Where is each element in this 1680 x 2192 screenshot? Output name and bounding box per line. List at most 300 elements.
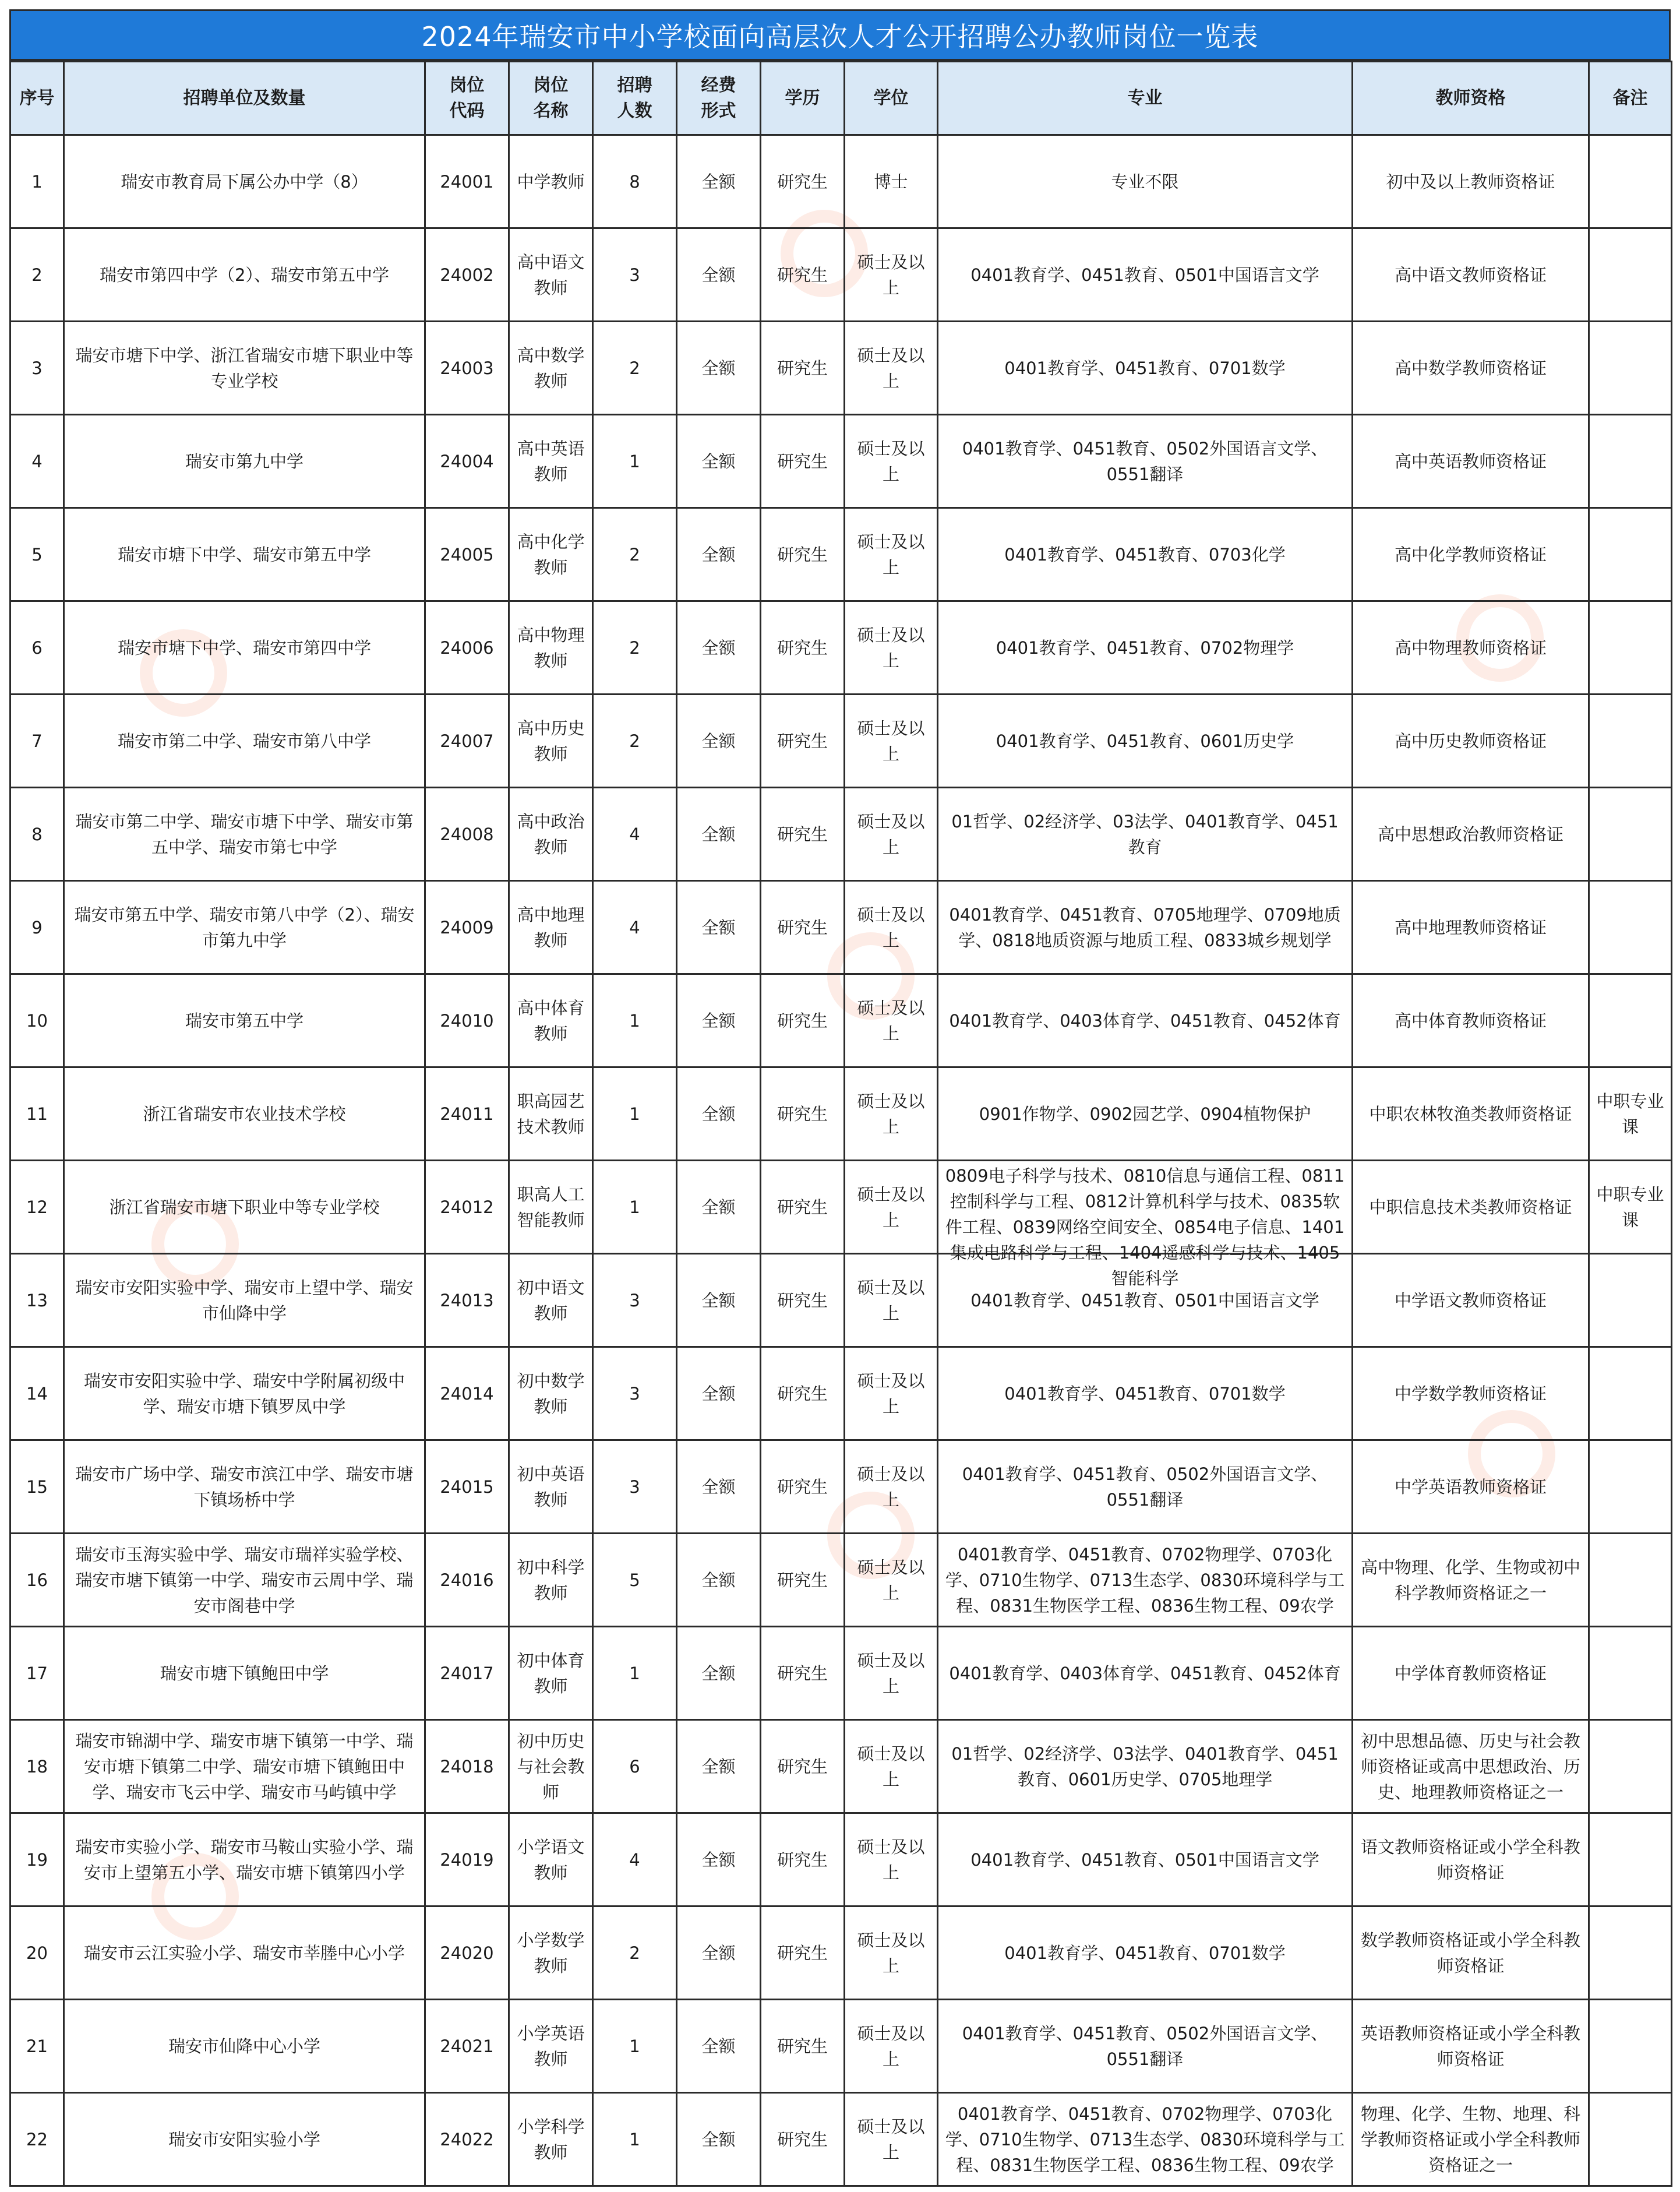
cell-unit bbox=[64, 881, 425, 974]
cell-name-text: 高中化学教师 bbox=[517, 531, 585, 577]
cell-unit bbox=[64, 228, 425, 322]
cell-unit-text: 浙江省瑞安市塘下职业中等专业学校 bbox=[109, 1197, 380, 1217]
cell-degree-text: 硕士及以上 bbox=[857, 1277, 925, 1323]
cell-funding bbox=[677, 881, 761, 974]
cell-funding bbox=[677, 601, 761, 695]
cell-unit bbox=[64, 1534, 425, 1627]
cell-code bbox=[425, 601, 509, 695]
cell-seq-text: 19 bbox=[26, 1849, 48, 1870]
cell-major-text: 0401教育学、0451教育、0501中国语言文学 bbox=[970, 1849, 1319, 1870]
cell-seq-text: 12 bbox=[26, 1197, 48, 1217]
cell-code bbox=[425, 695, 509, 788]
cell-funding-text: 全额 bbox=[701, 265, 736, 285]
cell-degree bbox=[845, 1906, 938, 2000]
cell-seq bbox=[10, 415, 64, 508]
cell-unit-text: 瑞安市安阳实验中学、瑞安市上望中学、瑞安市仙降中学 bbox=[75, 1277, 414, 1323]
cell-count-text: 4 bbox=[629, 1849, 640, 1870]
cell-cert bbox=[1353, 1161, 1589, 1254]
cell-major-text: 0401教育学、0451教育、0702物理学 bbox=[996, 637, 1294, 658]
cell-name bbox=[509, 322, 593, 415]
cell-count-text: 1 bbox=[629, 2129, 640, 2149]
col-header-major: 专业 bbox=[938, 62, 1353, 135]
page-title: 2024年瑞安市中小学校面向高层次人才公开招聘公办教师岗位一览表 bbox=[9, 9, 1671, 61]
cell-degree-text: 硕士及以上 bbox=[857, 252, 925, 298]
cell-cert bbox=[1353, 1254, 1589, 1347]
cell-count bbox=[593, 2000, 677, 2093]
cell-unit bbox=[64, 1627, 425, 1720]
cell-cert bbox=[1353, 135, 1589, 228]
cell-name bbox=[509, 788, 593, 881]
cell-unit-text: 瑞安市教育局下属公办中学（8） bbox=[121, 171, 368, 192]
cell-funding bbox=[677, 1067, 761, 1161]
cell-cert-text: 高中体育教师资格证 bbox=[1394, 1010, 1547, 1031]
cell-seq bbox=[10, 1906, 64, 2000]
cell-major-text: 0401教育学、0403体育学、0451教育、0452体育 bbox=[949, 1010, 1341, 1031]
cell-code-text: 24018 bbox=[440, 1756, 494, 1777]
cell-major-text: 专业不限 bbox=[1111, 171, 1179, 192]
cell-unit bbox=[64, 1440, 425, 1534]
cell-funding-text: 全额 bbox=[701, 917, 736, 938]
cell-cert bbox=[1353, 1534, 1589, 1627]
cell-edu-text: 研究生 bbox=[777, 1476, 828, 1497]
cell-major bbox=[938, 1347, 1353, 1440]
cell-major bbox=[938, 1906, 1353, 2000]
cell-seq-text: 8 bbox=[31, 824, 43, 844]
cell-name-text: 初中科学教师 bbox=[517, 1557, 585, 1603]
cell-degree bbox=[845, 322, 938, 415]
cell-edu-text: 研究生 bbox=[777, 731, 828, 751]
cell-seq bbox=[10, 1347, 64, 1440]
cell-cert bbox=[1353, 881, 1589, 974]
cell-count-text: 4 bbox=[629, 917, 640, 938]
cell-major-text: 0401教育学、0451教育、0705地理学、0709地质学、0818地质资源与地质工程、0833城乡规划学 bbox=[949, 904, 1341, 950]
cell-name-text: 高中政治教师 bbox=[517, 811, 585, 857]
cell-edu bbox=[761, 1906, 845, 2000]
cell-funding-text: 全额 bbox=[701, 1197, 736, 1217]
cell-code-text: 24022 bbox=[440, 2129, 494, 2149]
cell-degree-text: 硕士及以上 bbox=[857, 1091, 925, 1137]
cell-count bbox=[593, 508, 677, 601]
cell-note bbox=[1589, 1067, 1672, 1161]
positions-table bbox=[9, 61, 1672, 2187]
cell-seq bbox=[10, 135, 64, 228]
cell-unit bbox=[64, 695, 425, 788]
cell-edu-text: 研究生 bbox=[777, 544, 828, 565]
cell-cert-text: 中学数学教师资格证 bbox=[1394, 1383, 1547, 1404]
cell-degree bbox=[845, 2000, 938, 2093]
cell-count bbox=[593, 1813, 677, 1906]
cell-name bbox=[509, 695, 593, 788]
cell-seq-text: 22 bbox=[26, 2129, 48, 2149]
cell-degree bbox=[845, 1440, 938, 1534]
cell-code-text: 24019 bbox=[440, 1849, 494, 1870]
cell-name-text: 职高园艺技术教师 bbox=[517, 1091, 585, 1137]
table-row bbox=[10, 1813, 1672, 1906]
cell-name-text: 初中数学教师 bbox=[517, 1370, 585, 1416]
cell-funding bbox=[677, 2093, 761, 2186]
cell-code bbox=[425, 1254, 509, 1347]
cell-degree-text: 硕士及以上 bbox=[857, 2023, 925, 2069]
cell-funding-text: 全额 bbox=[701, 544, 736, 565]
cell-seq bbox=[10, 788, 64, 881]
cell-degree-text: 硕士及以上 bbox=[857, 904, 925, 950]
cell-edu-text: 研究生 bbox=[777, 2036, 828, 2056]
cell-count bbox=[593, 2093, 677, 2186]
cell-code-text: 24009 bbox=[440, 917, 494, 938]
cell-funding bbox=[677, 1627, 761, 1720]
cell-degree bbox=[845, 135, 938, 228]
cell-cert bbox=[1353, 1720, 1589, 1813]
cell-count-text: 1 bbox=[629, 1197, 640, 1217]
cell-seq-text: 3 bbox=[31, 358, 43, 378]
table-row bbox=[10, 1534, 1672, 1627]
cell-funding-text: 全额 bbox=[701, 171, 736, 192]
cell-code bbox=[425, 1627, 509, 1720]
cell-cert bbox=[1353, 1347, 1589, 1440]
cell-count bbox=[593, 228, 677, 322]
cell-seq-text: 10 bbox=[26, 1010, 48, 1031]
cell-seq-text: 5 bbox=[31, 544, 43, 565]
cell-cert bbox=[1353, 1813, 1589, 1906]
cell-seq bbox=[10, 1067, 64, 1161]
cell-code bbox=[425, 1534, 509, 1627]
cell-unit-text: 瑞安市安阳实验中学、瑞安中学附属初级中学、瑞安市塘下镇罗凤中学 bbox=[83, 1370, 405, 1416]
cell-seq-text: 2 bbox=[31, 265, 43, 285]
cell-major bbox=[938, 2000, 1353, 2093]
cell-degree-text: 硕士及以上 bbox=[857, 438, 925, 484]
cell-major-text: 0401教育学、0451教育、0701数学 bbox=[1004, 358, 1286, 378]
cell-name bbox=[509, 1813, 593, 1906]
cell-funding bbox=[677, 1440, 761, 1534]
cell-seq-text: 20 bbox=[26, 1943, 48, 1963]
cell-cert-text: 中学语文教师资格证 bbox=[1394, 1290, 1547, 1310]
cell-funding-text: 全额 bbox=[701, 2036, 736, 2056]
table-row bbox=[10, 695, 1672, 788]
cell-funding-text: 全额 bbox=[701, 1104, 736, 1124]
cell-degree-text: 硕士及以上 bbox=[857, 1930, 925, 1976]
cell-count bbox=[593, 1720, 677, 1813]
cell-major-text: 0401教育学、0451教育、0703化学 bbox=[1004, 544, 1286, 565]
cell-funding-text: 全额 bbox=[701, 1756, 736, 1777]
cell-major bbox=[938, 881, 1353, 974]
cell-degree bbox=[845, 881, 938, 974]
cell-funding bbox=[677, 228, 761, 322]
cell-note bbox=[1589, 1720, 1672, 1813]
cell-name-text: 初中历史与社会教师 bbox=[517, 1731, 585, 1802]
cell-name bbox=[509, 1254, 593, 1347]
cell-count bbox=[593, 601, 677, 695]
cell-count-text: 3 bbox=[629, 265, 640, 285]
cell-name-text: 高中历史教师 bbox=[517, 718, 585, 764]
cell-unit-text: 浙江省瑞安市农业技术学校 bbox=[143, 1104, 346, 1124]
cell-code-text: 24002 bbox=[440, 265, 494, 285]
recruitment-sheet bbox=[9, 9, 1671, 2187]
cell-note bbox=[1589, 2093, 1672, 2186]
cell-funding-text: 全额 bbox=[701, 1663, 736, 1683]
col-header-degree: 学位 bbox=[845, 62, 938, 135]
cell-name bbox=[509, 2000, 593, 2093]
cell-major-text: 0809电子科学与技术、0810信息与通信工程、0811控制科学与工程、0812计算机科学与技术、0835软件工程、0839网络空间安全、0854电子信息、1401集成电路科学与工程、1404遥感科学与技术、1405智能科学 bbox=[945, 1165, 1345, 1288]
table-row bbox=[10, 1440, 1672, 1534]
table-row bbox=[10, 1067, 1672, 1161]
cell-cert-text: 中职农林牧渔类教师资格证 bbox=[1369, 1104, 1572, 1124]
cell-code bbox=[425, 508, 509, 601]
cell-unit-text: 瑞安市第二中学、瑞安市第八中学 bbox=[117, 731, 371, 751]
cell-degree-text: 硕士及以上 bbox=[857, 1184, 925, 1230]
cell-funding bbox=[677, 1534, 761, 1627]
cell-name-text: 小学英语教师 bbox=[517, 2023, 585, 2069]
cell-code-text: 24007 bbox=[440, 731, 494, 751]
cell-major-text: 0901作物学、0902园艺学、0904植物保护 bbox=[979, 1104, 1311, 1124]
cell-degree bbox=[845, 415, 938, 508]
cell-degree-text: 硕士及以上 bbox=[857, 1743, 925, 1789]
cell-edu-text: 研究生 bbox=[777, 824, 828, 844]
col-header-funding bbox=[677, 62, 761, 135]
cell-major bbox=[938, 508, 1353, 601]
cell-funding bbox=[677, 508, 761, 601]
cell-degree bbox=[845, 1067, 938, 1161]
cell-major bbox=[938, 1440, 1353, 1534]
cell-major-text: 0401教育学、0451教育、0702物理学、0703化学、0710生物学、0713生态学、0830环境科学与工程、0831生物医学工程、0836生物工程、09农学 bbox=[945, 2103, 1345, 2175]
cell-count-text: 2 bbox=[629, 1943, 640, 1963]
cell-unit-text: 瑞安市塘下中学、浙江省瑞安市塘下职业中等专业学校 bbox=[75, 345, 414, 391]
table-row bbox=[10, 508, 1672, 601]
cell-name bbox=[509, 2093, 593, 2186]
cell-name-text: 高中物理教师 bbox=[517, 625, 585, 671]
cell-major-text: 0401教育学、0451教育、0501中国语言文学 bbox=[970, 1290, 1319, 1310]
cell-note bbox=[1589, 601, 1672, 695]
cell-major bbox=[938, 322, 1353, 415]
table-row bbox=[10, 1720, 1672, 1813]
header-row bbox=[10, 62, 1672, 135]
cell-degree-text: 硕士及以上 bbox=[857, 1837, 925, 1883]
cell-cert-text: 高中英语教师资格证 bbox=[1394, 451, 1547, 471]
cell-unit-text: 瑞安市第九中学 bbox=[185, 451, 303, 471]
cell-major bbox=[938, 601, 1353, 695]
cell-count-text: 3 bbox=[629, 1383, 640, 1404]
cell-major bbox=[938, 1813, 1353, 1906]
cell-degree bbox=[845, 1254, 938, 1347]
cell-major-text: 01哲学、02经济学、03法学、0401教育学、0451教育、0601历史学、0705地理学 bbox=[951, 1743, 1339, 1789]
cell-degree-text: 硕士及以上 bbox=[857, 718, 925, 764]
cell-edu-text: 研究生 bbox=[777, 265, 828, 285]
cell-unit-text: 瑞安市塘下镇鲍田中学 bbox=[160, 1663, 329, 1683]
cell-name bbox=[509, 881, 593, 974]
cell-cert-text: 中职信息技术类教师资格证 bbox=[1369, 1197, 1572, 1217]
cell-funding bbox=[677, 2000, 761, 2093]
cell-cert-text: 中学体育教师资格证 bbox=[1394, 1663, 1547, 1683]
cell-degree bbox=[845, 1720, 938, 1813]
cell-count-text: 3 bbox=[629, 1290, 640, 1310]
cell-code-text: 24008 bbox=[440, 824, 494, 844]
cell-unit-text: 瑞安市玉海实验中学、瑞安市瑞祥实验学校、瑞安市塘下镇第一中学、瑞安市云周中学、瑞安市阁巷中学 bbox=[75, 1544, 414, 1616]
cell-unit-text: 瑞安市第五中学、瑞安市第八中学（2）、瑞安市第九中学 bbox=[74, 904, 415, 950]
cell-name-text: 小学语文教师 bbox=[517, 1837, 585, 1883]
cell-unit bbox=[64, 2093, 425, 2186]
cell-funding-text: 全额 bbox=[701, 358, 736, 378]
cell-seq-text: 7 bbox=[31, 731, 43, 751]
cell-count-text: 8 bbox=[629, 171, 640, 192]
cell-edu bbox=[761, 1813, 845, 1906]
cell-unit bbox=[64, 508, 425, 601]
col-header-note: 备注 bbox=[1589, 62, 1672, 135]
cell-name bbox=[509, 1720, 593, 1813]
cell-edu-text: 研究生 bbox=[777, 1197, 828, 1217]
cell-major-text: 0401教育学、0403体育学、0451教育、0452体育 bbox=[949, 1663, 1341, 1683]
cell-degree-text: 硕士及以上 bbox=[857, 811, 925, 857]
cell-degree-text: 硕士及以上 bbox=[857, 1557, 925, 1603]
col-header-cert: 教师资格 bbox=[1353, 62, 1589, 135]
cell-unit-text: 瑞安市云江实验小学、瑞安市莘塍中心小学 bbox=[83, 1943, 405, 1963]
cell-unit-text: 瑞安市安阳实验小学 bbox=[168, 2129, 320, 2149]
cell-seq bbox=[10, 2093, 64, 2186]
cell-note bbox=[1589, 974, 1672, 1067]
cell-count bbox=[593, 1534, 677, 1627]
cell-degree-text: 博士 bbox=[874, 171, 908, 192]
cell-funding bbox=[677, 1254, 761, 1347]
cell-unit bbox=[64, 135, 425, 228]
cell-degree bbox=[845, 601, 938, 695]
cell-edu bbox=[761, 415, 845, 508]
cell-edu bbox=[761, 974, 845, 1067]
cell-seq-text: 17 bbox=[26, 1663, 48, 1683]
cell-name bbox=[509, 415, 593, 508]
cell-count-text: 1 bbox=[629, 1104, 640, 1124]
cell-funding-text: 全额 bbox=[701, 1476, 736, 1497]
cell-code bbox=[425, 135, 509, 228]
cell-name bbox=[509, 974, 593, 1067]
cell-unit-text: 瑞安市塘下中学、瑞安市第五中学 bbox=[117, 544, 371, 565]
cell-edu bbox=[761, 508, 845, 601]
cell-seq bbox=[10, 695, 64, 788]
cell-note bbox=[1589, 2000, 1672, 2093]
cell-name-text: 中学教师 bbox=[517, 171, 585, 192]
cell-major-text: 01哲学、02经济学、03法学、0401教育学、0451教育 bbox=[951, 811, 1339, 857]
cell-cert-text: 数学教师资格证或小学全科教师资格证 bbox=[1360, 1930, 1580, 1976]
cell-code bbox=[425, 322, 509, 415]
col-header-count-label: 招聘 人数 bbox=[617, 75, 652, 121]
cell-funding-text: 全额 bbox=[701, 1383, 736, 1404]
cell-seq-text: 14 bbox=[26, 1383, 48, 1404]
cell-edu-text: 研究生 bbox=[777, 358, 828, 378]
cell-code-text: 24004 bbox=[440, 451, 494, 471]
cell-major-text: 0401教育学、0451教育、0501中国语言文学 bbox=[970, 265, 1319, 285]
cell-unit bbox=[64, 2000, 425, 2093]
cell-degree bbox=[845, 1161, 938, 1254]
cell-name bbox=[509, 1161, 593, 1254]
cell-cert-text: 高中思想政治教师资格证 bbox=[1377, 824, 1563, 844]
cell-cert bbox=[1353, 508, 1589, 601]
cell-edu bbox=[761, 1161, 845, 1254]
cell-cert-text: 英语教师资格证或小学全科教师资格证 bbox=[1360, 2023, 1580, 2069]
cell-code bbox=[425, 415, 509, 508]
table-row bbox=[10, 415, 1672, 508]
cell-edu bbox=[761, 2093, 845, 2186]
cell-seq-text: 13 bbox=[26, 1290, 48, 1310]
cell-count bbox=[593, 135, 677, 228]
cell-unit bbox=[64, 322, 425, 415]
cell-unit bbox=[64, 1347, 425, 1440]
cell-funding-text: 全额 bbox=[701, 637, 736, 658]
cell-code-text: 24017 bbox=[440, 1663, 494, 1683]
cell-code-text: 24020 bbox=[440, 1943, 494, 1963]
cell-edu-text: 研究生 bbox=[777, 171, 828, 192]
cell-unit bbox=[64, 974, 425, 1067]
cell-major bbox=[938, 2093, 1353, 2186]
cell-funding-text: 全额 bbox=[701, 824, 736, 844]
cell-name-text: 职高人工智能教师 bbox=[517, 1184, 585, 1230]
cell-count bbox=[593, 1067, 677, 1161]
cell-note bbox=[1589, 1254, 1672, 1347]
cell-count-text: 1 bbox=[629, 1663, 640, 1683]
cell-code-text: 24006 bbox=[440, 637, 494, 658]
cell-funding bbox=[677, 1347, 761, 1440]
cell-edu bbox=[761, 1627, 845, 1720]
cell-cert-text: 语文教师资格证或小学全科教师资格证 bbox=[1360, 1837, 1580, 1883]
cell-cert bbox=[1353, 601, 1589, 695]
cell-name-text: 高中语文教师 bbox=[517, 252, 585, 298]
cell-cert bbox=[1353, 1440, 1589, 1534]
cell-count bbox=[593, 1440, 677, 1534]
cell-note bbox=[1589, 788, 1672, 881]
cell-cert-text: 高中化学教师资格证 bbox=[1394, 544, 1547, 565]
cell-name-text: 高中体育教师 bbox=[517, 998, 585, 1044]
cell-name-text: 小学数学教师 bbox=[517, 1930, 585, 1976]
cell-count bbox=[593, 415, 677, 508]
cell-major bbox=[938, 228, 1353, 322]
cell-code bbox=[425, 1347, 509, 1440]
cell-major-text: 0401教育学、0451教育、0701数学 bbox=[1004, 1383, 1286, 1404]
cell-name bbox=[509, 1347, 593, 1440]
cell-funding bbox=[677, 322, 761, 415]
cell-code-text: 24001 bbox=[440, 171, 494, 192]
cell-degree-text: 硕士及以上 bbox=[857, 998, 925, 1044]
cell-note bbox=[1589, 1813, 1672, 1906]
cell-edu bbox=[761, 881, 845, 974]
cell-count bbox=[593, 1161, 677, 1254]
cell-edu-text: 研究生 bbox=[777, 2129, 828, 2149]
cell-unit-text: 瑞安市广场中学、瑞安市滨江中学、瑞安市塘下镇场桥中学 bbox=[75, 1464, 414, 1510]
cell-count-text: 1 bbox=[629, 1010, 640, 1031]
cell-cert-text: 初中及以上教师资格证 bbox=[1386, 171, 1555, 192]
cell-seq-text: 21 bbox=[26, 2036, 48, 2056]
cell-seq-text: 4 bbox=[31, 451, 43, 471]
cell-count-text: 3 bbox=[629, 1476, 640, 1497]
cell-note bbox=[1589, 1161, 1672, 1254]
cell-major-text: 0401教育学、0451教育、0502外国语言文学、0551翻译 bbox=[962, 1464, 1328, 1510]
cell-name-text: 初中体育教师 bbox=[517, 1650, 585, 1696]
cell-seq bbox=[10, 228, 64, 322]
table-row bbox=[10, 974, 1672, 1067]
cell-name-text: 小学科学教师 bbox=[517, 2116, 585, 2162]
cell-count bbox=[593, 1254, 677, 1347]
cell-code-text: 24021 bbox=[440, 2036, 494, 2056]
cell-funding bbox=[677, 974, 761, 1067]
cell-cert-text: 高中数学教师资格证 bbox=[1394, 358, 1547, 378]
cell-unit bbox=[64, 415, 425, 508]
col-header-seq: 序号 bbox=[10, 62, 64, 135]
col-header-unit: 招聘单位及数量 bbox=[64, 62, 425, 135]
cell-seq bbox=[10, 1720, 64, 1813]
cell-code bbox=[425, 228, 509, 322]
cell-degree bbox=[845, 695, 938, 788]
cell-funding bbox=[677, 1813, 761, 1906]
col-header-name-label: 岗位 名称 bbox=[533, 75, 569, 121]
cell-count-text: 2 bbox=[629, 544, 640, 565]
cell-note bbox=[1589, 1906, 1672, 2000]
cell-code-text: 24005 bbox=[440, 544, 494, 565]
cell-cert bbox=[1353, 788, 1589, 881]
